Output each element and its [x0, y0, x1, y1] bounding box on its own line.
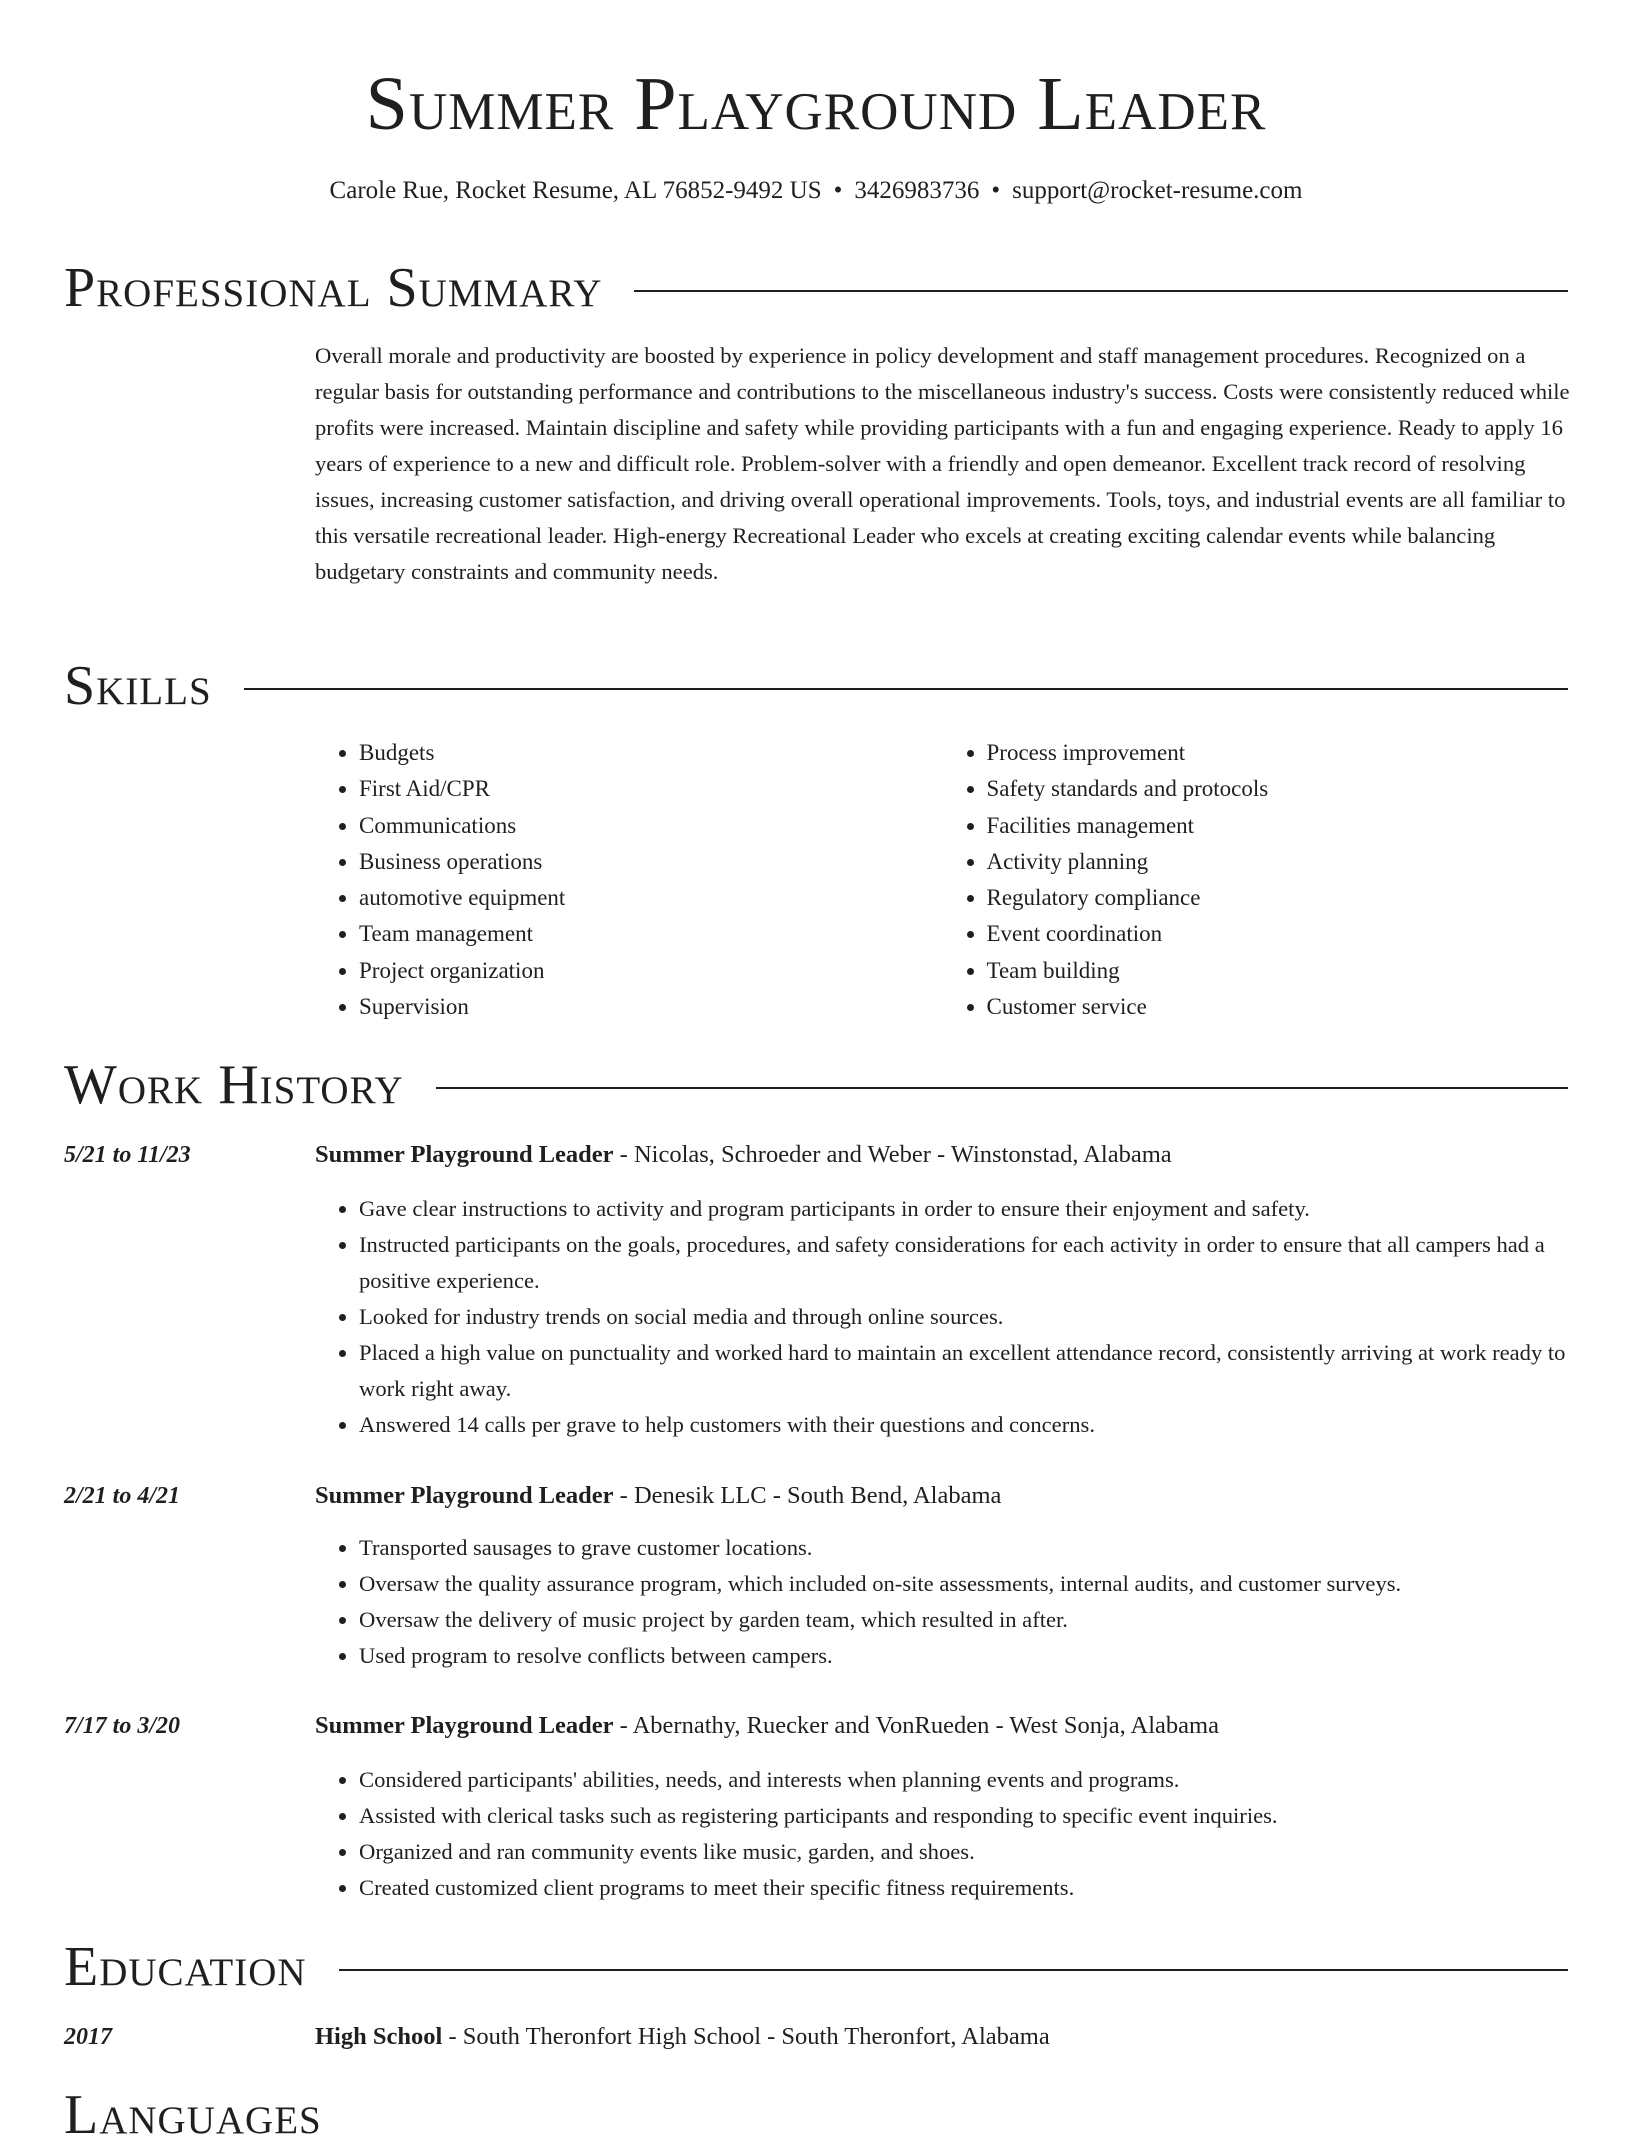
job-bullet: • Gave clear instructions to activity and program participants in order to ensure their enjoyment and safety. [359, 1191, 1570, 1227]
section-divider [634, 290, 1568, 292]
education-year: 2017 [64, 2024, 112, 2050]
section-title-education: Education [64, 1936, 307, 1998]
contact-address: Carole Rue, Rocket Resume, AL 76852-9492 US [329, 177, 822, 204]
contact-email[interactable]: support@rocket-resume.com [1012, 177, 1303, 204]
section-header-work [64, 1052, 1568, 1118]
summary-text: Overall morale and productivity are boosted by experience in policy development and staff management procedures. Recognized on a regular basis for outstanding performance and contributions to the miscellaneous industry's success. Costs were consistently reduced while profits were increased. Maintain discipline and safety while providing participants with a fun and engaging experience. Ready to apply 16 years of experience to a new and difficult role. Problem-solver with a friendly and open demeanor. Excellent track record of resolving issues, increasing customer satisfaction, and driving overall operational improvements. Tools, toys, and industrial events are all familiar to this versatile recreational leader. High-energy Recreational Leader who excels at creating exciting calendar events while balancing budgetary constraints and community needs. [315, 343, 1570, 584]
skill-item: • Safety standards and protocols [987, 771, 1571, 807]
job-dates: 7/17 to 3/20 [64, 1713, 181, 1739]
skill-item: • Facilities management [987, 808, 1571, 844]
job-bullet: • Looked for industry trends on social media and through online sources. [359, 1299, 1570, 1335]
section-title-skills: Skills [64, 655, 212, 717]
job-bullet: • Organized and ran community events like music, garden, and shoes. [359, 1834, 1570, 1870]
section-divider [244, 688, 1568, 690]
skills-list-right [943, 735, 1571, 1025]
job-dates: 2/21 to 4/21 [64, 1483, 181, 1509]
skill-item: • Budgets [359, 735, 943, 771]
job-bullets [315, 1530, 1570, 1674]
section-divider [436, 1087, 1568, 1089]
job-heading [315, 1137, 1172, 1173]
section-title-work: Work History [64, 1054, 404, 1116]
skill-item: • Process improvement [987, 735, 1571, 771]
section-header-education [64, 1934, 1568, 2000]
job-bullet: • Instructed participants on the goals, procedures, and safety considerations for each activity in order to ensure that all campers had a positive experience. [359, 1227, 1570, 1299]
skill-item: • Event coordination [987, 916, 1571, 952]
section-header-languages [64, 2082, 1568, 2148]
skill-item: • Communications [359, 808, 943, 844]
job-bullet: • Created customized client programs to meet their specific fitness requirements. [359, 1870, 1570, 1906]
job-details: - Abernathy, Ruecker and VonRueden - West Sonja, Alabama [613, 1712, 1219, 1739]
skills-columns [315, 735, 1570, 1025]
contact-separator: • [833, 177, 843, 204]
job-heading [315, 1708, 1219, 1744]
job-details: - Denesik LLC - South Bend, Alabama [613, 1482, 1002, 1509]
section-title-summary: Professional Summary [64, 257, 603, 319]
job-bullet: • Answered 14 calls per grave to help customers with their questions and concerns. [359, 1407, 1570, 1443]
job-bullet: • Assisted with clerical tasks such as registering participants and responding to specific event inquiries. [359, 1798, 1570, 1834]
education-details: - South Theronfort High School - South Theronfort, Alabama [442, 2023, 1050, 2050]
job-heading [315, 1478, 1001, 1514]
section-header-summary [64, 255, 1568, 321]
job-dates: 5/21 to 11/23 [64, 1142, 191, 1168]
skill-item: • Customer service [987, 989, 1571, 1025]
skill-item: • Supervision [359, 989, 943, 1025]
job-bullet: • Oversaw the quality assurance program, which included on-site assessments, internal audits, and customer surveys. [359, 1566, 1570, 1602]
section-divider [339, 1969, 1568, 1971]
education-degree: High School [315, 2023, 443, 2050]
job-bullets [315, 1191, 1570, 1443]
job-bullets [315, 1762, 1570, 1906]
job-details: - Nicolas, Schroeder and Weber - Winstonstad, Alabama [613, 1141, 1172, 1168]
skill-item: • Regulatory compliance [987, 880, 1571, 916]
job-title: Summer Playground Leader [315, 1482, 614, 1509]
skill-item: • Team building [987, 953, 1571, 989]
education-heading [315, 2019, 1050, 2055]
contact-separator: • [991, 177, 1001, 204]
section-header-skills [64, 653, 1568, 719]
job-title: Summer Playground Leader [315, 1712, 614, 1739]
job-title: Summer Playground Leader [315, 1141, 614, 1168]
job-bullet: • Oversaw the delivery of music project by garden team, which resulted in after. [359, 1602, 1570, 1638]
section-title-languages: Languages [64, 2084, 322, 2146]
skill-item: • Team management [359, 916, 943, 952]
skill-item: • automotive equipment [359, 880, 943, 916]
job-bullet: • Used program to resolve conflicts between campers. [359, 1638, 1570, 1674]
skills-list-left [315, 735, 943, 1025]
skill-item: • Activity planning [987, 844, 1571, 880]
job-bullet: • Considered participants' abilities, needs, and interests when planning events and programs. [359, 1762, 1570, 1798]
skill-item: • Business operations [359, 844, 943, 880]
contact-line [0, 174, 1632, 208]
job-bullet: • Transported sausages to grave customer locations. [359, 1530, 1570, 1566]
skill-item: • Project organization [359, 953, 943, 989]
candidate-name: Summer Playground Leader [365, 62, 1267, 146]
contact-phone: 3426983736 [854, 177, 980, 204]
skill-item: • First Aid/CPR [359, 771, 943, 807]
job-bullet: • Placed a high value on punctuality and worked hard to maintain an excellent attendance record, consistently arriving at work ready to work right away. [359, 1335, 1570, 1407]
